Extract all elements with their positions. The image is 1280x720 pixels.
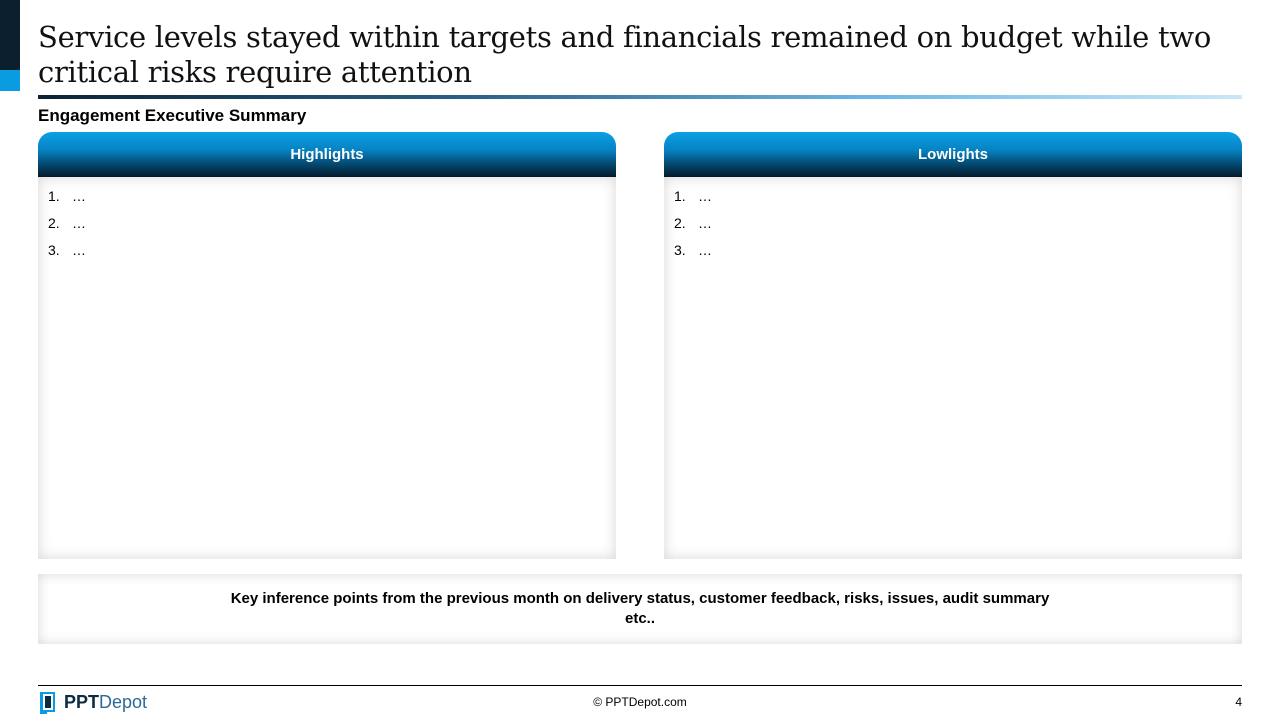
logo-text-bold: PPT — [64, 691, 100, 712]
slide-subtitle: Engagement Executive Summary — [38, 106, 307, 125]
corner-accent-dark — [0, 0, 20, 70]
list-item — [48, 210, 616, 237]
slide-title: Service levels stayed within targets and financials remained on budget while two critical risks require attention — [38, 20, 1211, 89]
list-item-number: 3. — [48, 242, 60, 258]
list-item-number: 1. — [674, 188, 686, 204]
logo-text-light: Depot — [99, 691, 148, 712]
highlights-list — [48, 183, 616, 264]
list-item-text: … — [698, 188, 712, 204]
copyright-text: © PPTDepot.com — [593, 695, 687, 709]
list-item-text: … — [72, 188, 86, 204]
page-number: 4 — [1235, 695, 1242, 709]
title-divider — [38, 95, 1242, 99]
list-item-text: … — [72, 242, 86, 258]
list-item-number: 1. — [48, 188, 60, 204]
inference-text: Key inference points from the previous month on delivery status, customer feedback, risks, issues, audit summary etc.. — [230, 590, 1050, 627]
list-item — [48, 183, 616, 210]
list-item-number: 2. — [48, 215, 60, 231]
list-item-number: 2. — [674, 215, 686, 231]
list-item — [674, 183, 1242, 210]
list-item-text: … — [72, 215, 86, 231]
corner-accent-blue — [0, 70, 20, 91]
highlights-body — [38, 177, 616, 559]
inference-box — [38, 574, 1242, 644]
highlights-panel — [38, 132, 616, 559]
highlights-header: Highlights — [38, 132, 616, 177]
lowlights-list — [674, 183, 1242, 264]
list-item-text: … — [698, 242, 712, 258]
list-item-text: … — [698, 215, 712, 231]
lowlights-panel — [664, 132, 1242, 559]
lowlights-body — [664, 177, 1242, 559]
list-item — [674, 210, 1242, 237]
list-item-number: 3. — [674, 242, 686, 258]
list-item — [674, 237, 1242, 264]
lowlights-header: Lowlights — [664, 132, 1242, 177]
footer-divider — [38, 685, 1242, 686]
list-item — [48, 237, 616, 264]
